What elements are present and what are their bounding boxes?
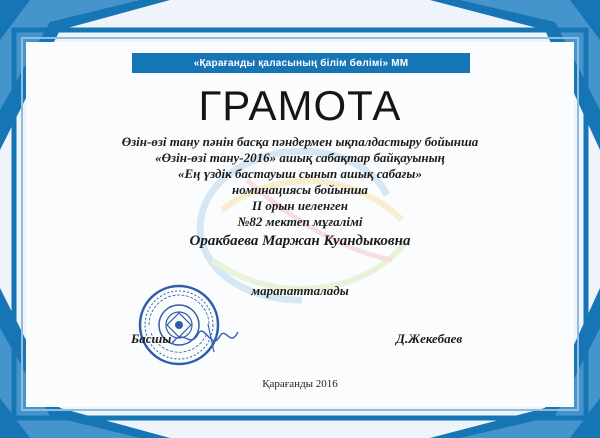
body-line-4: номинациясы бойынша xyxy=(232,182,368,197)
issuer-banner xyxy=(132,53,470,73)
certificate-body xyxy=(0,134,600,251)
body-line-1: Өзін-өзі тану пәнін басқа пәндермен ықпалдастыру бойынша xyxy=(121,134,479,149)
issuer-text: «Қарағанды қаласының білім бөлімі» ММ xyxy=(193,57,409,69)
body-line-3: «Ең үздік бастауыш сынып ашық сабағы» xyxy=(178,166,422,181)
body-line-6: №82 мектеп мұғалімі xyxy=(237,214,363,229)
recipient-name: Оракбаева Маржан Куандыковна xyxy=(189,233,411,249)
place-and-year: Қарағанды 2016 xyxy=(262,378,338,390)
body-line-2: «Өзін-өзі тану-2016» ашық сабақтар байқауының xyxy=(155,150,445,165)
certificate-title: ГРАМОТА xyxy=(198,82,402,129)
body-line-5: II орын иеленген xyxy=(252,198,348,213)
handwritten-signature xyxy=(168,318,242,358)
signatory-left-title: Басшы xyxy=(131,331,172,346)
award-text: марапатталады xyxy=(251,283,349,298)
signatory-right-name: Д.Жекебаев xyxy=(396,331,463,346)
